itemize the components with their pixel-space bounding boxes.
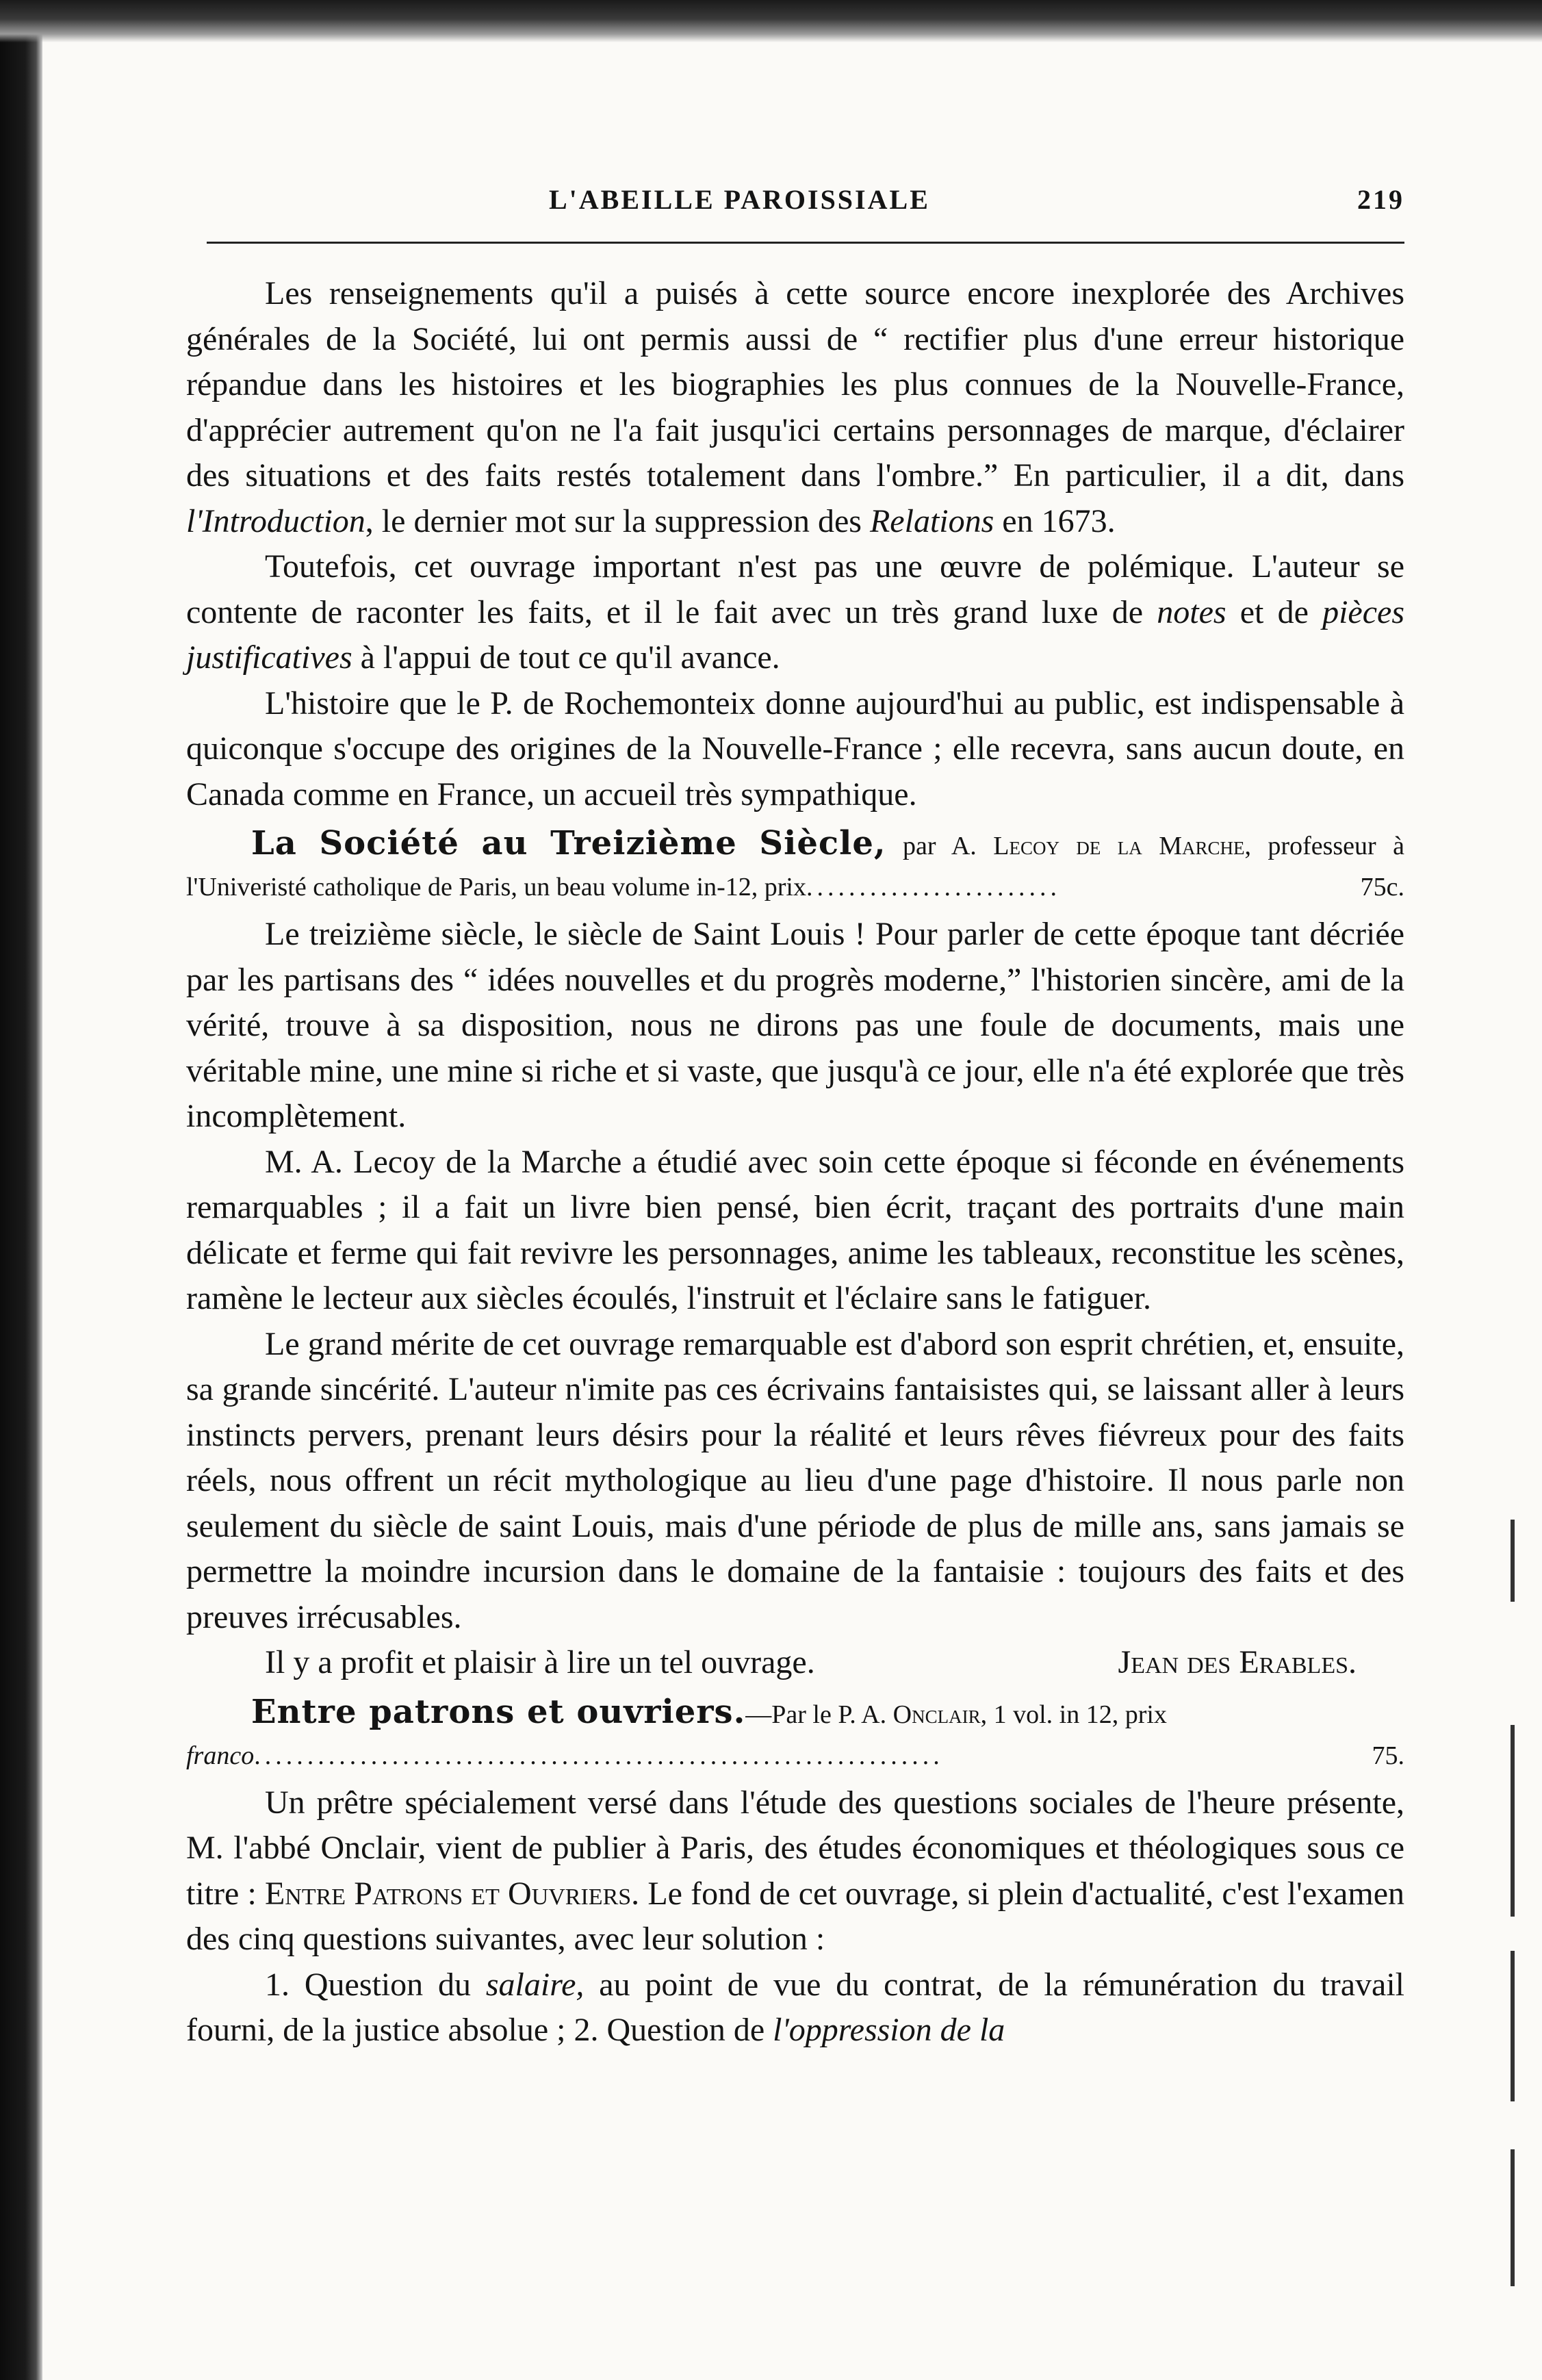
text: . Le fond de cet ouvrage, si plein d'actualité, c'est l'examen des cinq questions suivantes, avec leur solution : <box>186 1875 1404 1957</box>
text: à l'appui de tout ce qu'il avance. <box>352 639 780 676</box>
paragraph <box>186 544 1404 681</box>
byline: par A. <box>886 832 994 860</box>
italic-text: Relations <box>869 502 994 539</box>
margin-mark <box>1511 1520 1515 1602</box>
dot-leader: ........................ <box>806 873 1061 901</box>
text: , le dernier mot sur la suppression des <box>365 502 870 539</box>
book-title: Entre Patrons et Ouvriers <box>264 1875 632 1912</box>
text: Toutefois, cet ouvrage important n'est pas une œuvre de polémique. L'auteur se contente de raconter les faits, et il le fait avec un très grand luxe de <box>186 548 1404 630</box>
italic-text: l'Introduction <box>186 502 365 539</box>
margin-mark <box>1511 2149 1515 2286</box>
margin-mark <box>1511 1725 1515 1917</box>
paragraph <box>186 271 1404 544</box>
page-number: 219 <box>1357 184 1404 215</box>
review-title: Entre patrons et ouvriers. <box>251 1692 746 1731</box>
closing-line <box>186 1640 1404 1686</box>
italic-text: pièces justificatives <box>186 593 1405 676</box>
italic-text: notes <box>1157 593 1226 630</box>
list-item <box>186 1962 1404 2053</box>
body-text <box>186 271 1404 2053</box>
byline: , professeur à l'Univeristé catholique de Paris, un beau volume in-12, prix <box>186 832 1404 901</box>
paragraph: M. A. Lecoy de la Marche a étudié avec soin cette époque si féconde en événements remarquables ; il a fait un livre bien pensé, bien écrit, traçant des portraits d'une main délicate et ferme qui fait revivre les personnages, anime les tableaux, reconstitue les scènes, ramène le lecteur aux siècles écoulés, l'instruit et l'éclaire sans le fatiguer. <box>186 1143 1404 1316</box>
author-name: Lecoy de la Marche <box>993 832 1245 860</box>
text: Les renseignements qu'il a puisés à cette source encore inexplorée des Archives générales de la Société, lui ont permis aussi de “ rectifier plus d'une erreur historique répandue dans les histoires et les biographies les plus connues de la Nouvelle-France, d'apprécier autrement qu'on ne l'a fait jusqu'ici certains personnages de marque, d'éclairer des situations et des faits restés totalement dans l'ombre.” En particulier, il a dit, dans <box>186 275 1404 494</box>
paragraph: Le grand mérite de cet ouvrage remarquable est d'abord son esprit chrétien, et, ensuite, sa grande sincérité. L'auteur n'imite pas ces écrivains fantaisistes qui, se laissant aller à leurs instincts pervers, prenant leurs désirs pour la réalité et leurs rêves fiévreux pour des faits réels, nous offrent un récit mythologique au lieu d'une page d'histoire. Il nous parle non seulement du siècle de saint Louis, mais d'une période de plus de mille ans, sans jamais se permettre la moindre incursion dans le domaine de la fantaisie : toujours des faits et des preuves irrécusables. <box>186 1325 1404 1635</box>
signature: Jean des Erables. <box>1118 1644 1357 1680</box>
running-title: L'ABEILLE PAROISSIALE <box>549 184 930 215</box>
text: 1. Question du <box>265 1966 486 2003</box>
byline: , 1 vol. in 12, prix <box>980 1700 1167 1729</box>
italic-text: franco <box>186 1741 255 1770</box>
text: Un prêtre spécialement versé dans l'étude des questions sociales de l'heure présente, M. l'abbé Onclair, vient de publier à Paris, des études économiques et théologiques sous ce titre : <box>186 1784 1404 1912</box>
italic-text: l'oppression de la <box>773 2012 1005 2048</box>
paragraph: Le treizième siècle, le siècle de Saint Louis ! Pour parler de cette époque tant décriée par les partisans des “ idées nouvelles et du progrès moderne,” l'historien sincère, ami de la vérité, trouve à sa disposition, nous ne dirons pas une foule de documents, mais une véritable mine, une mine si riche et si vaste, que jusqu'à ce jour, elle n'a été explorée que très incomplètement. <box>186 916 1404 1134</box>
text: Il y a profit et plaisir à lire un tel ouvrage. <box>265 1644 815 1680</box>
text: en 1673. <box>994 502 1116 539</box>
price: 75. <box>1372 1741 1404 1770</box>
running-head <box>207 183 1404 244</box>
scan-top-edge <box>0 0 1542 42</box>
review-title: La Société au Treizième Siècle, <box>251 824 886 862</box>
paragraph: L'histoire que le P. de Rochemonteix donne aujourd'hui au public, est indispensable à quiconque s'occupe des origines de la Nouvelle-France ; elle recevra, sans aucun doute, en Canada comme en France, un accueil très sympathique. <box>186 684 1404 812</box>
text: au point de vue du contrat, de la rémunération du travail fourni, de la justice absolue ; 2. Question de <box>186 1966 1404 2048</box>
price: 75c. <box>1360 873 1404 901</box>
paragraph <box>186 1780 1404 1962</box>
dot-leader: ................................................................. <box>254 1741 944 1770</box>
author-name: Onclair <box>892 1700 981 1729</box>
page <box>186 183 1404 2053</box>
text: et de <box>1226 593 1323 630</box>
review-heading <box>186 823 1404 908</box>
italic-text: salaire, <box>485 1966 584 2003</box>
byline: —Par le P. A. <box>745 1700 893 1729</box>
margin-mark <box>1511 1951 1515 2101</box>
scan-left-edge <box>0 0 42 2380</box>
review-heading <box>186 1691 1404 1776</box>
